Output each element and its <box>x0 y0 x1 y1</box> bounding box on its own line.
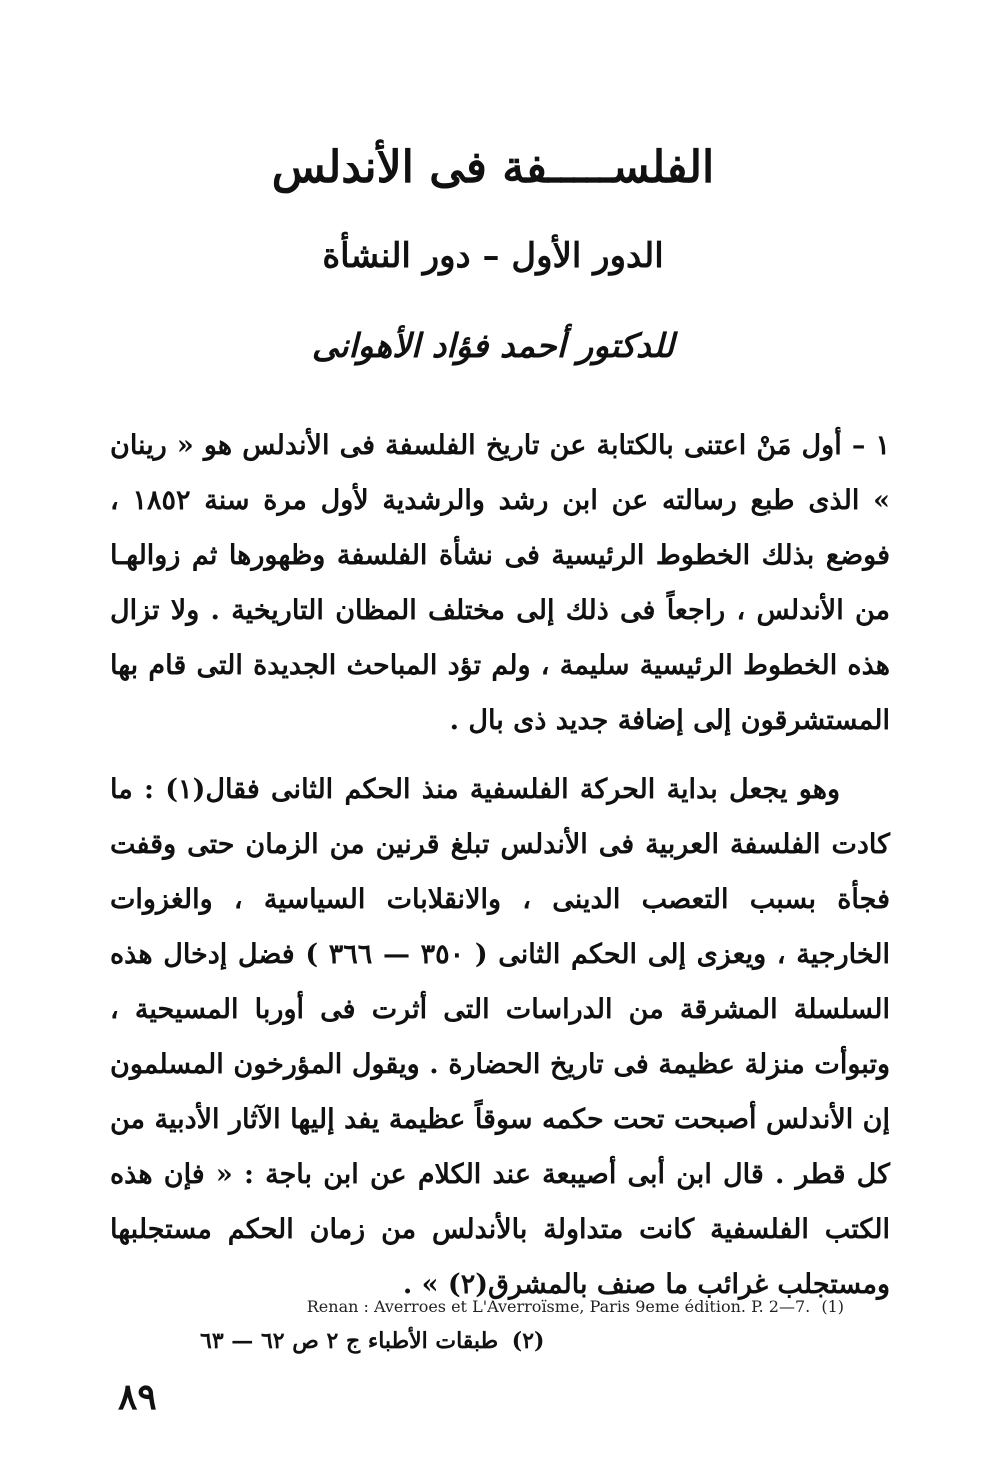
paragraph-1 <box>110 418 890 748</box>
author-line: للدكتور أحمد فؤاد الأهوانى <box>311 326 675 365</box>
paragraph-2 <box>110 762 890 1312</box>
article-subtitle: الدور الأول – دور النشأة <box>322 236 664 276</box>
footnote-2-text: طبقات الأطباء ج ٢ ص ٦٢ — ٦٣ <box>200 1328 499 1354</box>
footnote-1-marker: (1) <box>821 1297 844 1316</box>
footnote-1-text: Renan : Averroes et L'Averroïsme, Paris 9eme édition. P. 2—7. <box>306 1297 811 1316</box>
footnote-2-marker: (٢) <box>511 1328 545 1354</box>
article-title: الفلســـــفة فى الأندلس <box>271 142 715 193</box>
paragraph-1-text: ١ – أول مَنْ اعتنى بالكتابة عن تاريخ الفلسفة فى الأندلس هو « رينان » الذى طبع رسالته عن ابن رشد والرشدية لأول مرة سنة ١٨٥٢ ، فوضع بذلك الخطوط الرئيسية فى نشأة الفلسفة وظهورها ثم زوالهـا من الأندلس ، راجعاً فى ذلك إلى مختلف المظان التاريخية . ولا تزال هذه الخطوط الرئيسية سليمة ، ولم تؤد المباحث الجديدة التى قام بها المستشرقون إلى إضافة جديد ذى بال . <box>110 430 891 736</box>
footnote-1 <box>200 1290 850 1324</box>
footnotes <box>200 1290 850 1358</box>
page-number: ٨٩ <box>118 1376 157 1418</box>
footnote-2 <box>200 1324 850 1358</box>
paragraph-2-text: وهو يجعل بداية الحركة الفلسفية منذ الحكم الثانى فقال(١) : ما كادت الفلسفة العربية فى الأندلس تبلغ قرنين من الزمان حتى وقفت فجأة بسبب التعصب الدينى ، والانقلابات السياسية ، والغزوات الخارجية ، ويعزى إلى الحكم الثانى ( ٣٥٠ — ٣٦٦ ) فضل إدخال هذه السلسلة المشرقة من الدراسات التى أثرت فى أوربا المسيحية ، وتبوأت منزلة عظيمة فى تاريخ الحضارة . ويقول المؤرخون المسلمون إن الأندلس أصبحت تحت حكمه سوقاً عظيمة يفد إليها الآثار الأدبية من كل قطر . قال ابن أبى أصيبعة عند الكلام عن ابن باجة : « فإن هذه الكتب الفلسفية كانت متداولة بالأندلس من زمان الحكم مستجلبها ومستجلب غرائب ما صنف بالمشرق(٢) » . <box>110 774 890 1300</box>
